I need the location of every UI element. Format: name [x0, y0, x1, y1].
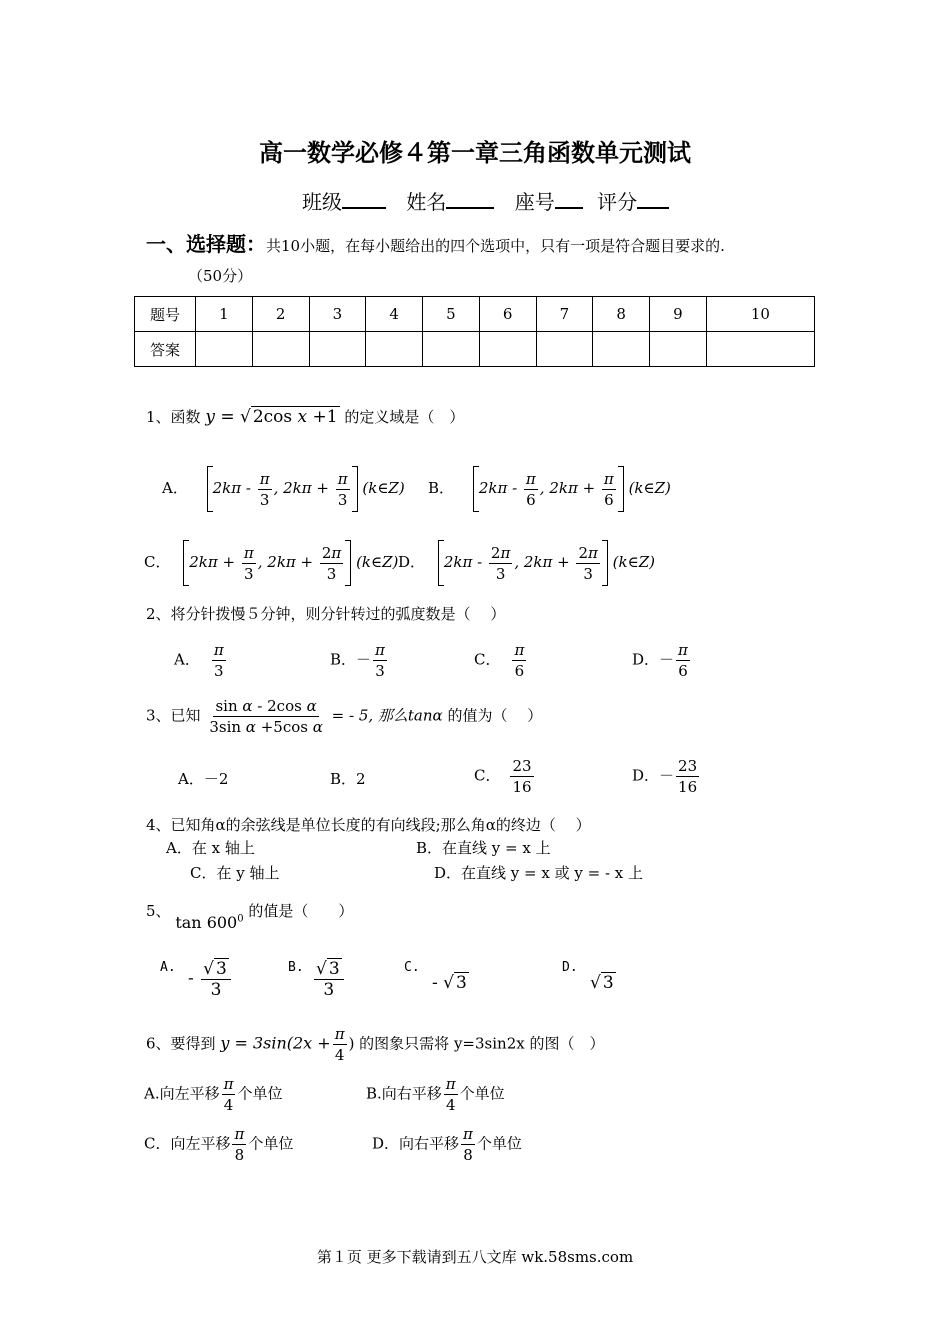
section-points: （50分） [188, 267, 253, 285]
option-label: A. [160, 960, 176, 975]
unit-text: 个单位 [459, 1084, 505, 1103]
name-label: 姓名 [406, 190, 447, 214]
option-label: D．－ [632, 650, 675, 669]
question-2-stem: 2、将分针拨慢５分钟，则分针转过的弧度数是（ ） [146, 605, 506, 623]
q1-prefix: 1、函数 [146, 408, 201, 426]
q2-option-b[interactable]: B．－ $\frac{\pi}{3}$ [330, 641, 385, 680]
option-label: C． [474, 650, 501, 669]
answer-cell[interactable] [309, 332, 366, 367]
q3-mid: = - 5, 那么tanα [331, 706, 443, 725]
kz-text: (k∈Z) [362, 479, 405, 497]
kz-text: (k∈Z) [356, 553, 399, 571]
q1-option-c[interactable]: C． 2kπ + $\frac{\pi}{3}$ , 2kπ + $\frac{2\pi}{3}$ (k∈Z) [144, 540, 398, 586]
q3-option-d[interactable]: D．－ $\frac{23}{16}$ [632, 757, 698, 796]
table-cell: 8 [593, 297, 650, 332]
q6-prefix: 6、要得到 [146, 1034, 216, 1053]
q2-option-c[interactable]: C． $\frac{\pi}{6}$ [474, 641, 525, 680]
q4-option-a[interactable]: A．在 x 轴上 [166, 839, 255, 857]
page-title: 高一数学必修４第一章三角函数单元测试 [259, 138, 691, 167]
section-desc: 共10小题，在每小题给出的四个选项中，只有一项是符合题目要求的. [266, 237, 725, 255]
q2-option-a[interactable]: A． $\frac{\pi}{3}$ [174, 641, 224, 680]
table-row [135, 332, 815, 367]
table-cell: 7 [536, 297, 593, 332]
q6-option-a[interactable]: A.向左平移 $\frac{\pi}{4}$ 个单位 [144, 1075, 283, 1114]
q3-option-a[interactable]: A．－2 [178, 770, 229, 788]
answer-cell[interactable] [706, 332, 814, 367]
option-label: C． [144, 553, 171, 571]
option-label: B． [428, 479, 455, 497]
table-cell: 6 [479, 297, 536, 332]
q6-option-b[interactable]: B.向右平移 $\frac{\pi}{4}$ 个单位 [366, 1075, 505, 1114]
unit-text: 个单位 [248, 1134, 294, 1153]
q5-suffix: 的值是（ ） [248, 902, 354, 920]
q5-c-value: - √ 3 [432, 973, 467, 993]
option-label: D．－ [632, 766, 675, 785]
q1-formula: y = √ 2cos x +1 [205, 407, 338, 427]
question-3-stem: 3、已知 $\frac{\text{sin α - 2cos α}}{\text{3sin α +5cos α}}$ = - 5, 那么tanα 的值为（ ） [146, 697, 543, 736]
table-row [135, 297, 815, 332]
kz-text: (k∈Z) [612, 553, 655, 571]
seat-label: 座号 [514, 190, 555, 214]
section-1-header [146, 228, 725, 257]
option-label: D. [562, 960, 578, 975]
answer-cell[interactable] [593, 332, 650, 367]
table-cell: 10 [706, 297, 814, 332]
answer-cell[interactable] [423, 332, 480, 367]
option-label: A.向左平移 [144, 1084, 220, 1103]
question-4-stem: 4、已知角α的余弦线是单位长度的有向线段;那么角α的终边（ ） [146, 816, 591, 834]
option-label: A． [174, 650, 200, 669]
option-label: C．向左平移 [144, 1134, 231, 1153]
score-label: 评分 [597, 190, 638, 214]
q1-option-a[interactable]: A． 2kπ - $\frac{\pi}{3}$ , 2kπ + $\frac{\pi}{3}$ (k∈Z) [162, 466, 405, 512]
class-label: 班级 [302, 190, 342, 214]
answer-cell[interactable] [196, 332, 253, 367]
q4-option-d[interactable]: D．在直线 y = x 或 y = - x 上 [434, 864, 644, 882]
q5-prefix: 5、 [146, 902, 171, 920]
name-blank [446, 189, 494, 209]
q5-d-value: √ 3 [590, 973, 614, 993]
table-cell: 4 [366, 297, 423, 332]
option-label: A． [162, 479, 188, 497]
table-cell: 5 [423, 297, 480, 332]
score-blank [637, 189, 669, 209]
q5-option-d[interactable] [562, 960, 578, 975]
table-cell: 3 [309, 297, 366, 332]
answer-table [134, 296, 815, 367]
answer-cell[interactable] [252, 332, 309, 367]
option-label: B．－ [330, 650, 372, 669]
header-info [302, 186, 669, 215]
option-label: C． [474, 766, 501, 785]
table-row-label: 答案 [135, 332, 196, 367]
q5-a-value: - $\frac{√ 3}{3}$ [188, 958, 233, 1000]
q1-suffix: 的定义域是（ ） [344, 408, 465, 426]
q1-option-b[interactable]: B． 2kπ - $\frac{\pi}{6}$ , 2kπ + $\frac{\pi}{6}$ (k∈Z) [428, 466, 671, 512]
q5-b-value: $\frac{√ 3}{3}$ [312, 958, 346, 1000]
table-cell: 1 [196, 297, 253, 332]
question-5-stem [146, 900, 354, 932]
option-label: D． [398, 553, 426, 571]
q1-option-d[interactable]: D． 2kπ - $\frac{2\pi}{3}$ , 2kπ + $\frac{2\pi}{3}$ (k∈Z) [398, 540, 655, 586]
answer-cell[interactable] [479, 332, 536, 367]
q4-option-c[interactable]: C．在 y 轴上 [190, 864, 280, 882]
question-1-stem [146, 406, 464, 427]
table-cell: 9 [650, 297, 707, 332]
class-blank [342, 189, 386, 209]
table-cell: 2 [252, 297, 309, 332]
answer-cell[interactable] [366, 332, 423, 367]
option-label: C. [404, 960, 420, 975]
q6-option-d[interactable]: D．向右平移 $\frac{\pi}{8}$ 个单位 [372, 1125, 522, 1164]
q5-option-b[interactable] [288, 960, 304, 975]
question-6-stem: 6、要得到 y = 3sin(2x + $\frac{\pi}{4}$ ) 的图象只需将 y=3sin2x 的图（ ） [146, 1025, 605, 1064]
q2-option-d[interactable]: D．－ $\frac{\pi}{6}$ [632, 641, 688, 680]
q5-option-c[interactable] [404, 960, 420, 975]
section-heading: 一、选择题： [146, 232, 266, 256]
q5-expr: $\tan 600^0$ [175, 913, 244, 932]
answer-cell[interactable] [650, 332, 707, 367]
seat-blank [555, 189, 583, 209]
unit-text: 个单位 [476, 1134, 522, 1153]
table-row-label: 题号 [135, 297, 196, 332]
option-label: D．向右平移 [372, 1134, 460, 1153]
q4-option-b[interactable]: B．在直线 y = x 上 [416, 839, 551, 857]
page-footer: 第１页 更多下载请到五八文库 wk.58sms.com [316, 1248, 634, 1266]
q3-suffix: 的值为（ ） [447, 706, 543, 725]
q6-expr: y = 3sin(2x + [220, 1033, 331, 1053]
option-label: B. [288, 960, 304, 975]
unit-text: 个单位 [237, 1084, 283, 1103]
q5-option-a[interactable] [160, 960, 176, 975]
q3-option-c[interactable]: C． $\frac{23}{16}$ [474, 757, 532, 796]
kz-text: (k∈Z) [628, 479, 671, 497]
q3-option-b[interactable]: B．2 [330, 770, 366, 788]
q3-prefix: 3、已知 [146, 706, 201, 725]
q6-option-c[interactable]: C．向左平移 $\frac{\pi}{8}$ 个单位 [144, 1125, 294, 1164]
answer-cell[interactable] [536, 332, 593, 367]
q6-suffix: ) 的图象只需将 y=3sin2x 的图（ ） [348, 1034, 605, 1053]
option-label: B.向右平移 [366, 1084, 442, 1103]
